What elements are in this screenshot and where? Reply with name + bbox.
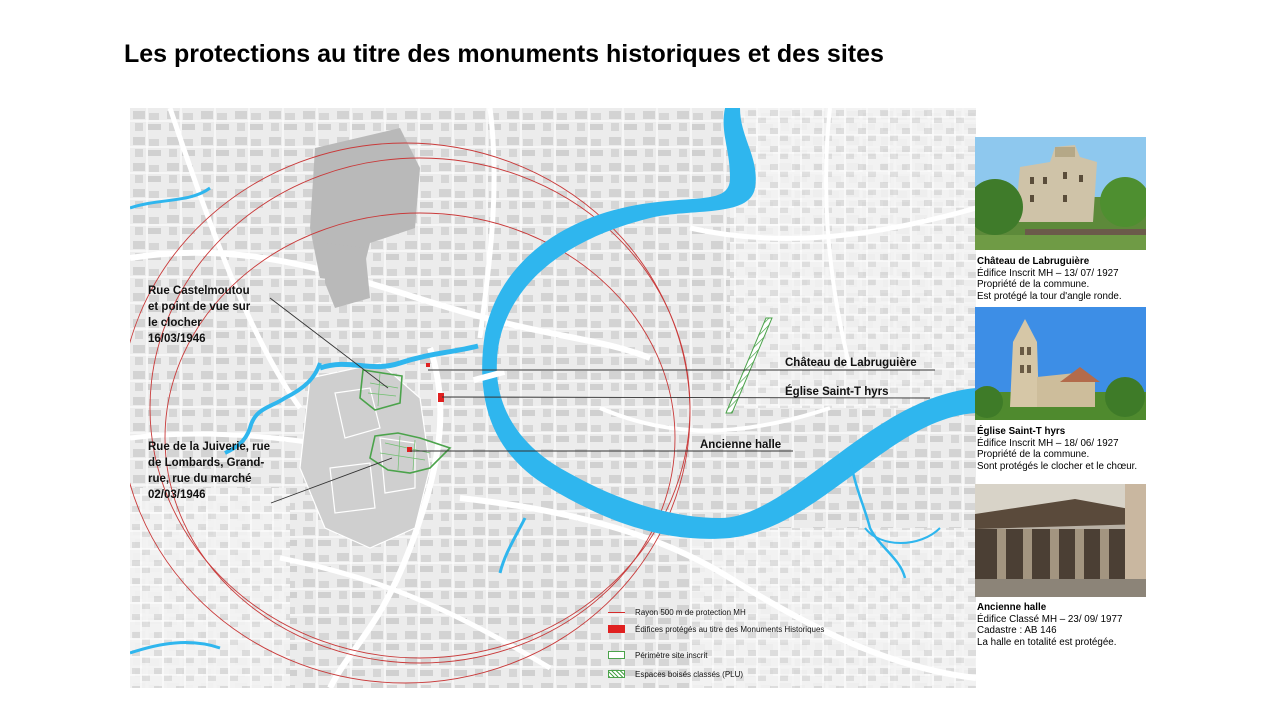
caption-line: Est protégé la tour d'angle ronde. [977, 290, 1122, 302]
legend-label: Périmètre site inscrit [635, 650, 708, 660]
label-site-castelmoutou: Rue Castelmoutou et point de vue sur le clocher 16/03/1946 [148, 285, 251, 345]
legend-label: Espaces boisés classés (PLU) [635, 669, 744, 679]
label-halle: Ancienne halle [700, 439, 782, 451]
green-outline-symbol [608, 651, 625, 659]
caption-line: Édifice Inscrit MH – 18/ 06/ 1927 [977, 437, 1119, 449]
caption-eglise [977, 426, 1217, 472]
legend-label: Rayon 500 m de protection MH [635, 607, 746, 617]
legend-item-monuments [608, 623, 824, 635]
red-line-symbol [608, 612, 625, 613]
caption-halle [977, 602, 1217, 648]
caption-title: Ancienne halle [977, 602, 1047, 613]
legend-item-boises [608, 668, 743, 680]
monument-eglise[interactable] [438, 393, 444, 402]
legend-label: Édifices protégés au titre des Monuments Historiques [635, 624, 825, 634]
red-fill-symbol [608, 625, 625, 633]
caption-line: Propriété de la commune. [977, 449, 1090, 461]
legend-item-radius [608, 606, 746, 618]
caption-line: La halle en totalité est protégée. [977, 636, 1117, 648]
caption-line: Propriété de la commune. [977, 279, 1090, 291]
green-hatch-symbol [608, 670, 625, 678]
photo-eglise [975, 307, 1146, 420]
label-site-juiverie: Rue de la Juiverie, rue de Lombards, Grand- rue, rue du marché 02/03/1946 [148, 441, 271, 501]
caption-line: Édifice Inscrit MH – 13/ 07/ 1927 [977, 267, 1119, 279]
caption-title: Église Saint-T hyrs [977, 426, 1066, 437]
caption-line: Sont protégés le clocher et le chœur. [977, 460, 1138, 472]
label-eglise: Église Saint-T hyrs [785, 386, 889, 398]
legend-item-site [608, 649, 707, 661]
parcel-texture-sw [130, 488, 290, 688]
caption-chateau [977, 256, 1217, 302]
monument-chateau[interactable] [426, 363, 430, 367]
photo-chateau [975, 137, 1146, 250]
photo-halle [975, 484, 1146, 597]
caption-line: Édifice Classé MH – 23/ 09/ 1977 [977, 613, 1123, 625]
cadastral-map[interactable] [130, 108, 976, 688]
caption-title: Château de Labruguière [977, 256, 1090, 267]
slide-title: Les protections au titre des monuments historiques et des sites [124, 40, 884, 68]
caption-line: Cadastre : AB 146 [977, 625, 1057, 637]
label-chateau: Château de Labruguière [785, 357, 917, 369]
